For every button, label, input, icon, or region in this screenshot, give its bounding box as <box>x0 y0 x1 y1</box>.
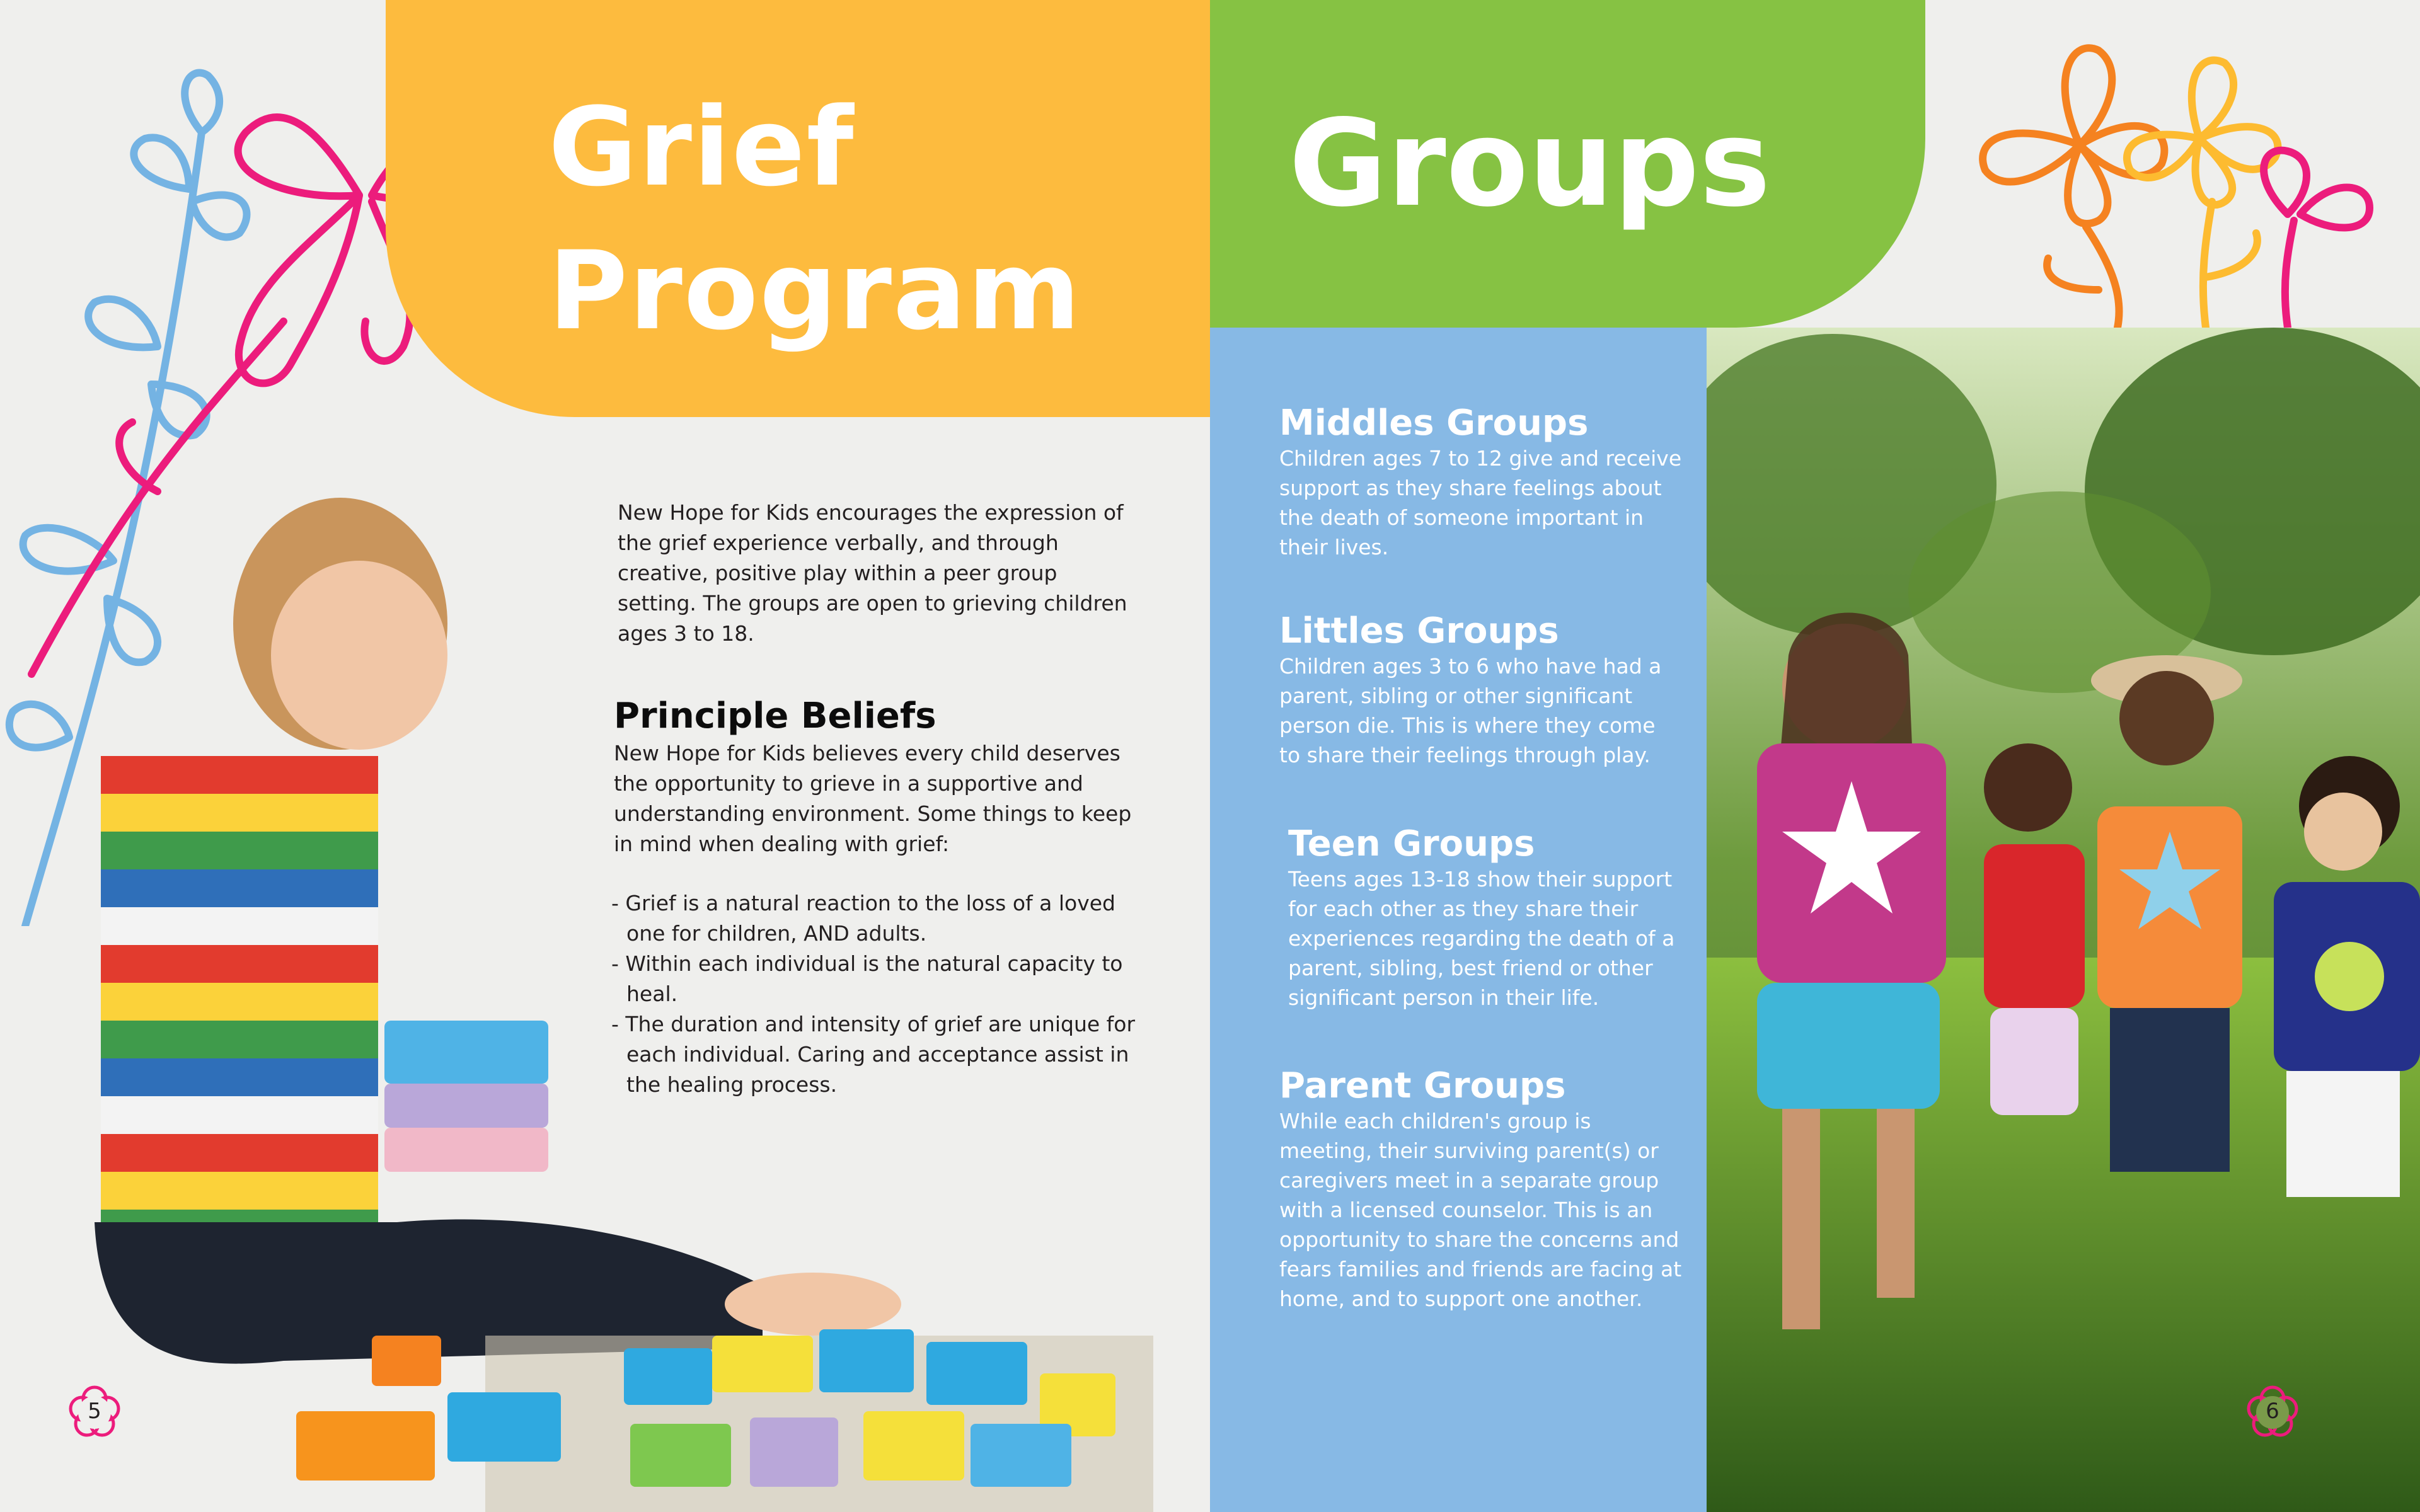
grief-program-title <box>548 76 1081 363</box>
page-number-text: 6 <box>2266 1399 2279 1424</box>
child-playing-blocks-photo <box>44 466 1153 1512</box>
teen-group-text: Teens ages 13-18 show their support for each other as they share their experiences regarding the death of a parent, sibling, best friend or other significant person in their life. <box>1288 867 1675 1010</box>
groups-title: Groups <box>1289 94 1771 233</box>
middles-group-section <box>1279 403 1683 562</box>
parent-group-heading: Parent Groups <box>1279 1065 1566 1106</box>
belief-item: - The duration and intensity of grief are unique for each individual. Caring and acceptance assist in the healing process. <box>611 1012 1136 1097</box>
middles-group-heading: Middles Groups <box>1279 403 1589 444</box>
belief-item: - Grief is a natural reaction to the loss of a loved one for children, AND adults. <box>611 891 1115 946</box>
littles-group-text: Children ages 3 to 6 who have had a parent, sibling or other significant person die. This is where they come to share their feelings through play. <box>1279 654 1662 767</box>
middles-group-text: Children ages 7 to 12 give and receive support as they share feelings about the death of someone important in their lives. <box>1279 446 1682 559</box>
principle-beliefs-paragraph: New Hope for Kids believes every child deserves the opportunity to grieve in a supportive and understanding environment. Some things to keep in mind when dealing with grief: <box>614 741 1132 856</box>
littles-group-heading: Littles Groups <box>1279 610 1559 651</box>
belief-item: - Within each individual is the natural capacity to heal. <box>611 951 1123 1006</box>
principle-beliefs-heading: Principle Beliefs <box>614 696 936 736</box>
page-number-6 <box>2246 1385 2299 1438</box>
teen-group-heading: Teen Groups <box>1288 823 1535 864</box>
orange-yellow-flowers-icon <box>1935 25 2388 328</box>
title-line-program: Program <box>548 227 1082 354</box>
right-page <box>1210 0 2420 1512</box>
intro-paragraph: New Hope for Kids encourages the expression of the grief experience verbally, and through creative, positive play within a peer group setting. The groups are open to grieving children ages 3 to 18. <box>618 500 1127 646</box>
parent-group-section <box>1279 1066 1683 1314</box>
page-number-text: 5 <box>88 1399 101 1424</box>
littles-group-section <box>1279 611 1683 770</box>
children-running-photo <box>1707 328 2420 1512</box>
parent-group-text: While each children's group is meeting, their surviving parent(s) or caregivers meet in a separate group with a licensed counselor. This is an opportunity to share the concerns and fears families and friends are facing at home, and to support one another. <box>1279 1109 1682 1311</box>
teen-group-section <box>1288 824 1691 1012</box>
title-line-grief: Grief <box>548 84 855 210</box>
page-number-5 <box>68 1385 121 1438</box>
